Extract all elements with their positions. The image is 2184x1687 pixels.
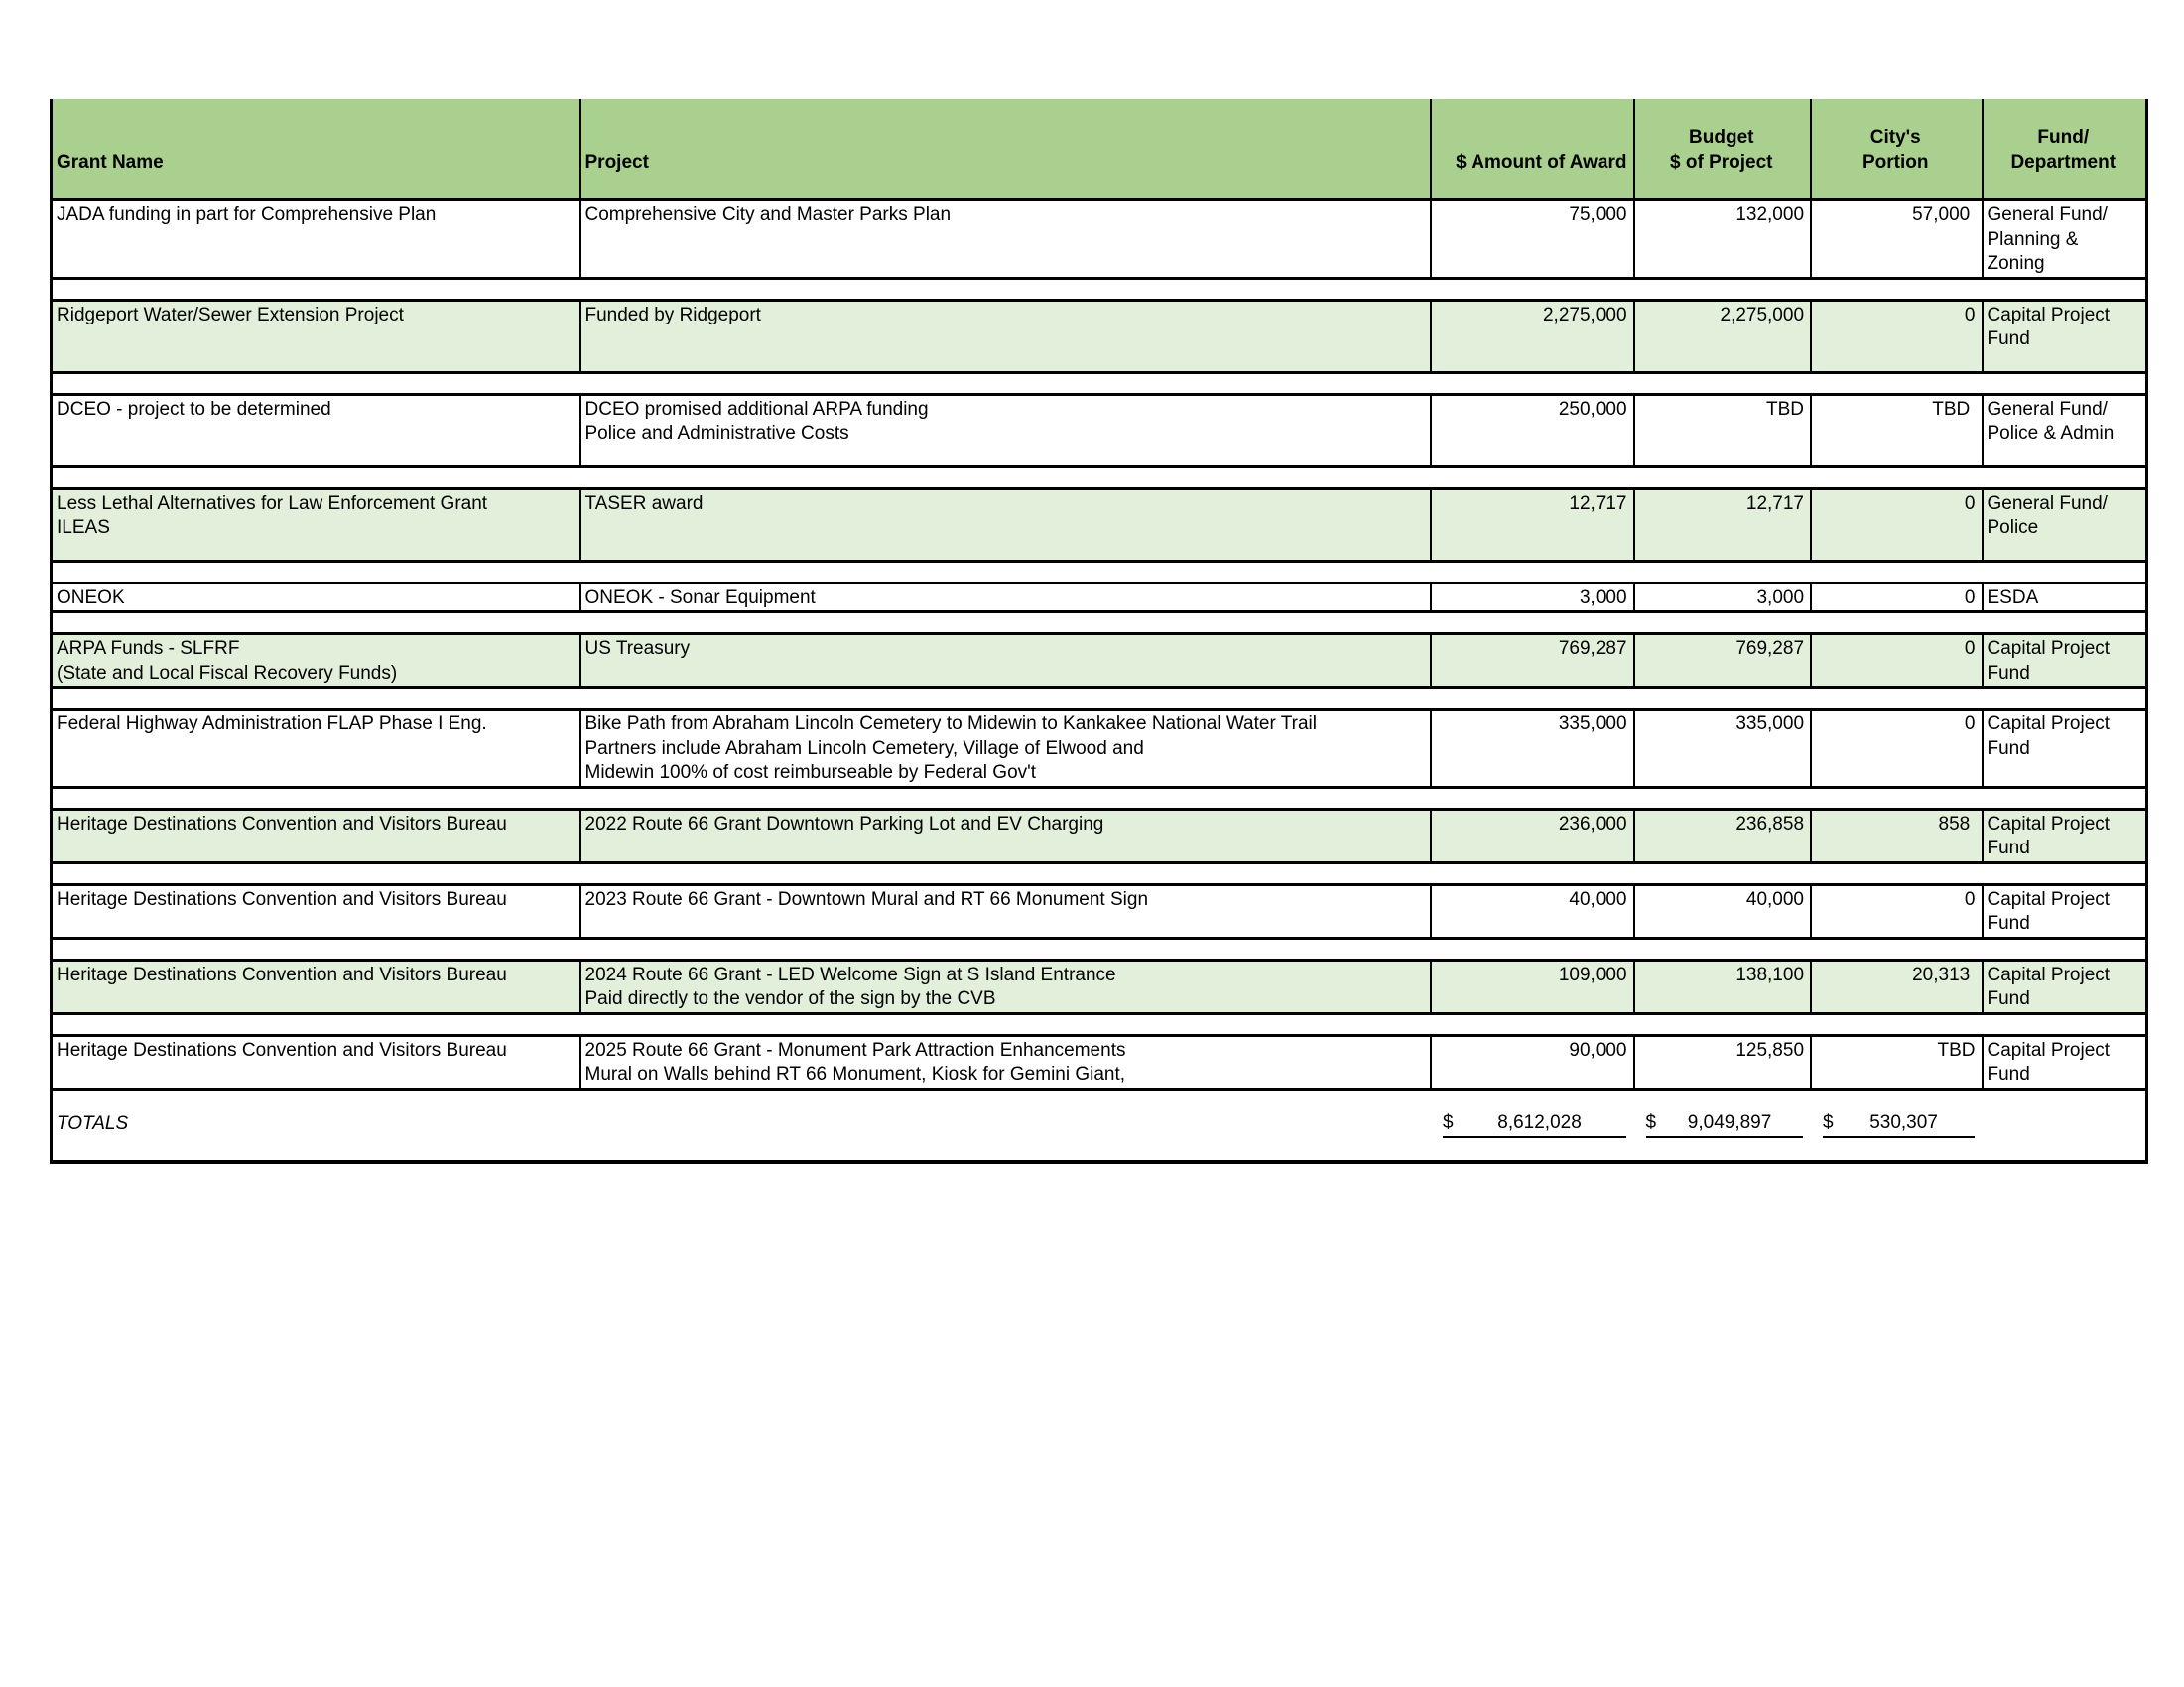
grant-name-cell: JADA funding in part for Comprehensive Plan [53,200,580,279]
currency-symbol: $ [1823,1112,1834,1134]
amount-cell: 40,000 [1431,884,1634,938]
fund-cell: General Fund/ Police & Admin [1983,394,2146,466]
table-row [53,488,2145,561]
project-cell: DCEO promised additional ARPA funding Police and Administrative Costs [580,394,1431,466]
table-row [53,300,2145,372]
fund-cell: ESDA [1983,583,2146,612]
header-budget: Budget $ of Project [1634,99,1812,200]
table-row [53,960,2145,1013]
grants-table [53,99,2145,1160]
totals-spacer [580,1089,1431,1160]
table-row [53,710,2145,788]
amount-cell: 12,717 [1431,488,1634,561]
budget-cell: 132,000 [1634,200,1812,279]
header-grant-name: Grant Name [53,99,580,200]
amount-cell: 335,000 [1431,710,1634,788]
currency-symbol: $ [1645,1112,1657,1134]
project-cell: 2025 Route 66 Grant - Monument Park Attraction Enhancements Mural on Walls behind RT 66 Monument, Kiosk for Gemini Giant, [580,1035,1431,1089]
header-project: Project [580,99,1431,200]
portion-cell: 0 [1811,634,1982,688]
grant-name-cell: Less Lethal Alternatives for Law Enforcement Grant ILEAS [53,488,580,561]
row-spacer [53,862,2145,884]
portion-cell: 20,313 [1811,960,1982,1013]
grant-name-cell: Ridgeport Water/Sewer Extension Project [53,300,580,372]
project-cell: ONEOK - Sonar Equipment [580,583,1431,612]
fund-cell: Capital Project Fund [1983,634,2146,688]
row-spacer [53,372,2145,394]
header-row [53,99,2145,200]
row-spacer [53,278,2145,300]
amount-cell: 250,000 [1431,394,1634,466]
table-row [53,809,2145,862]
portion-cell: 0 [1811,884,1982,938]
row-spacer [53,612,2145,634]
fund-cell: Capital Project Fund [1983,710,2146,788]
project-cell: US Treasury [580,634,1431,688]
totals-label: TOTALS [57,1113,129,1135]
fund-cell: Capital Project Fund [1983,809,2146,862]
header-portion: City's Portion [1811,99,1982,200]
row-spacer [53,1013,2145,1035]
header-fund: Fund/ Department [1983,99,2146,200]
fund-cell: Capital Project Fund [1983,884,2146,938]
portion-cell: 0 [1811,710,1982,788]
fund-cell: Capital Project Fund [1983,1035,2146,1089]
totals-fund-empty [1983,1089,2146,1160]
amount-cell: 236,000 [1431,809,1634,862]
grant-name-cell: Federal Highway Administration FLAP Phase I Eng. [53,710,580,788]
grant-name-cell: ONEOK [53,583,580,612]
totals-row [53,1089,2145,1160]
budget-cell: 335,000 [1634,710,1812,788]
budget-cell: 3,000 [1634,583,1812,612]
portion-cell: 0 [1811,488,1982,561]
fund-cell: Capital Project Fund [1983,300,2146,372]
grant-name-cell: Heritage Destinations Convention and Visitors Bureau [53,960,580,1013]
portion-cell: 0 [1811,583,1982,612]
budget-cell: 125,850 [1634,1035,1812,1089]
fund-cell: Capital Project Fund [1983,960,2146,1013]
amount-cell: 2,275,000 [1431,300,1634,372]
portion-cell: 858 [1811,809,1982,862]
table-row [53,200,2145,279]
project-cell: Bike Path from Abraham Lincoln Cemetery to Midewin to Kankakee National Water Trail Partners include Abraham Lincoln Cemetery, Village of Elwood and Midewin 100% of cost reimburseable by Federal Gov't [580,710,1431,788]
portion-cell: 57,000 [1811,200,1982,279]
budget-cell: 2,275,000 [1634,300,1812,372]
table-row [53,583,2145,612]
total-amount-cell [1431,1089,1634,1160]
budget-cell: 138,100 [1634,960,1812,1013]
portion-cell: TBD [1811,394,1982,466]
amount-cell: 90,000 [1431,1035,1634,1089]
amount-cell: 109,000 [1431,960,1634,1013]
budget-cell: 769,287 [1634,634,1812,688]
budget-cell: 40,000 [1634,884,1812,938]
fund-cell: General Fund/ Planning & Zoning [1983,200,2146,279]
project-cell: TASER award [580,488,1431,561]
row-spacer [53,561,2145,583]
table-row [53,1035,2145,1089]
project-cell: 2022 Route 66 Grant Downtown Parking Lot and EV Charging [580,809,1431,862]
amount-cell: 769,287 [1431,634,1634,688]
grant-name-cell: Heritage Destinations Convention and Visitors Bureau [53,884,580,938]
row-spacer [53,466,2145,488]
row-spacer [53,787,2145,809]
project-cell: Comprehensive City and Master Parks Plan [580,200,1431,279]
amount-cell: 75,000 [1431,200,1634,279]
grant-name-cell: Heritage Destinations Convention and Visitors Bureau [53,1035,580,1089]
project-cell: Funded by Ridgeport [580,300,1431,372]
total-portion: 530,307 [1869,1112,1938,1134]
row-spacer [53,938,2145,960]
grants-table-sheet [50,99,2148,1164]
grant-name-cell: ARPA Funds - SLFRF (State and Local Fiscal Recovery Funds) [53,634,580,688]
total-budget: 9,049,897 [1687,1112,1772,1134]
fund-cell: General Fund/ Police [1983,488,2146,561]
project-cell: 2024 Route 66 Grant - LED Welcome Sign at S Island Entrance Paid directly to the vendor of the sign by the CVB [580,960,1431,1013]
budget-cell: 236,858 [1634,809,1812,862]
row-spacer [53,688,2145,710]
table-row [53,394,2145,466]
grant-name-cell: DCEO - project to be determined [53,394,580,466]
amount-cell: 3,000 [1431,583,1634,612]
budget-cell: TBD [1634,394,1812,466]
total-budget-cell [1634,1089,1812,1160]
table-row [53,634,2145,688]
table-row [53,884,2145,938]
header-amount: $ Amount of Award [1431,99,1634,200]
total-amount: 8,612,028 [1497,1112,1582,1134]
grant-name-cell: Heritage Destinations Convention and Visitors Bureau [53,809,580,862]
project-cell: 2023 Route 66 Grant - Downtown Mural and RT 66 Monument Sign [580,884,1431,938]
portion-cell: 0 [1811,300,1982,372]
budget-cell: 12,717 [1634,488,1812,561]
currency-symbol: $ [1442,1112,1454,1134]
total-portion-cell [1811,1089,1982,1160]
portion-cell: TBD [1811,1035,1982,1089]
